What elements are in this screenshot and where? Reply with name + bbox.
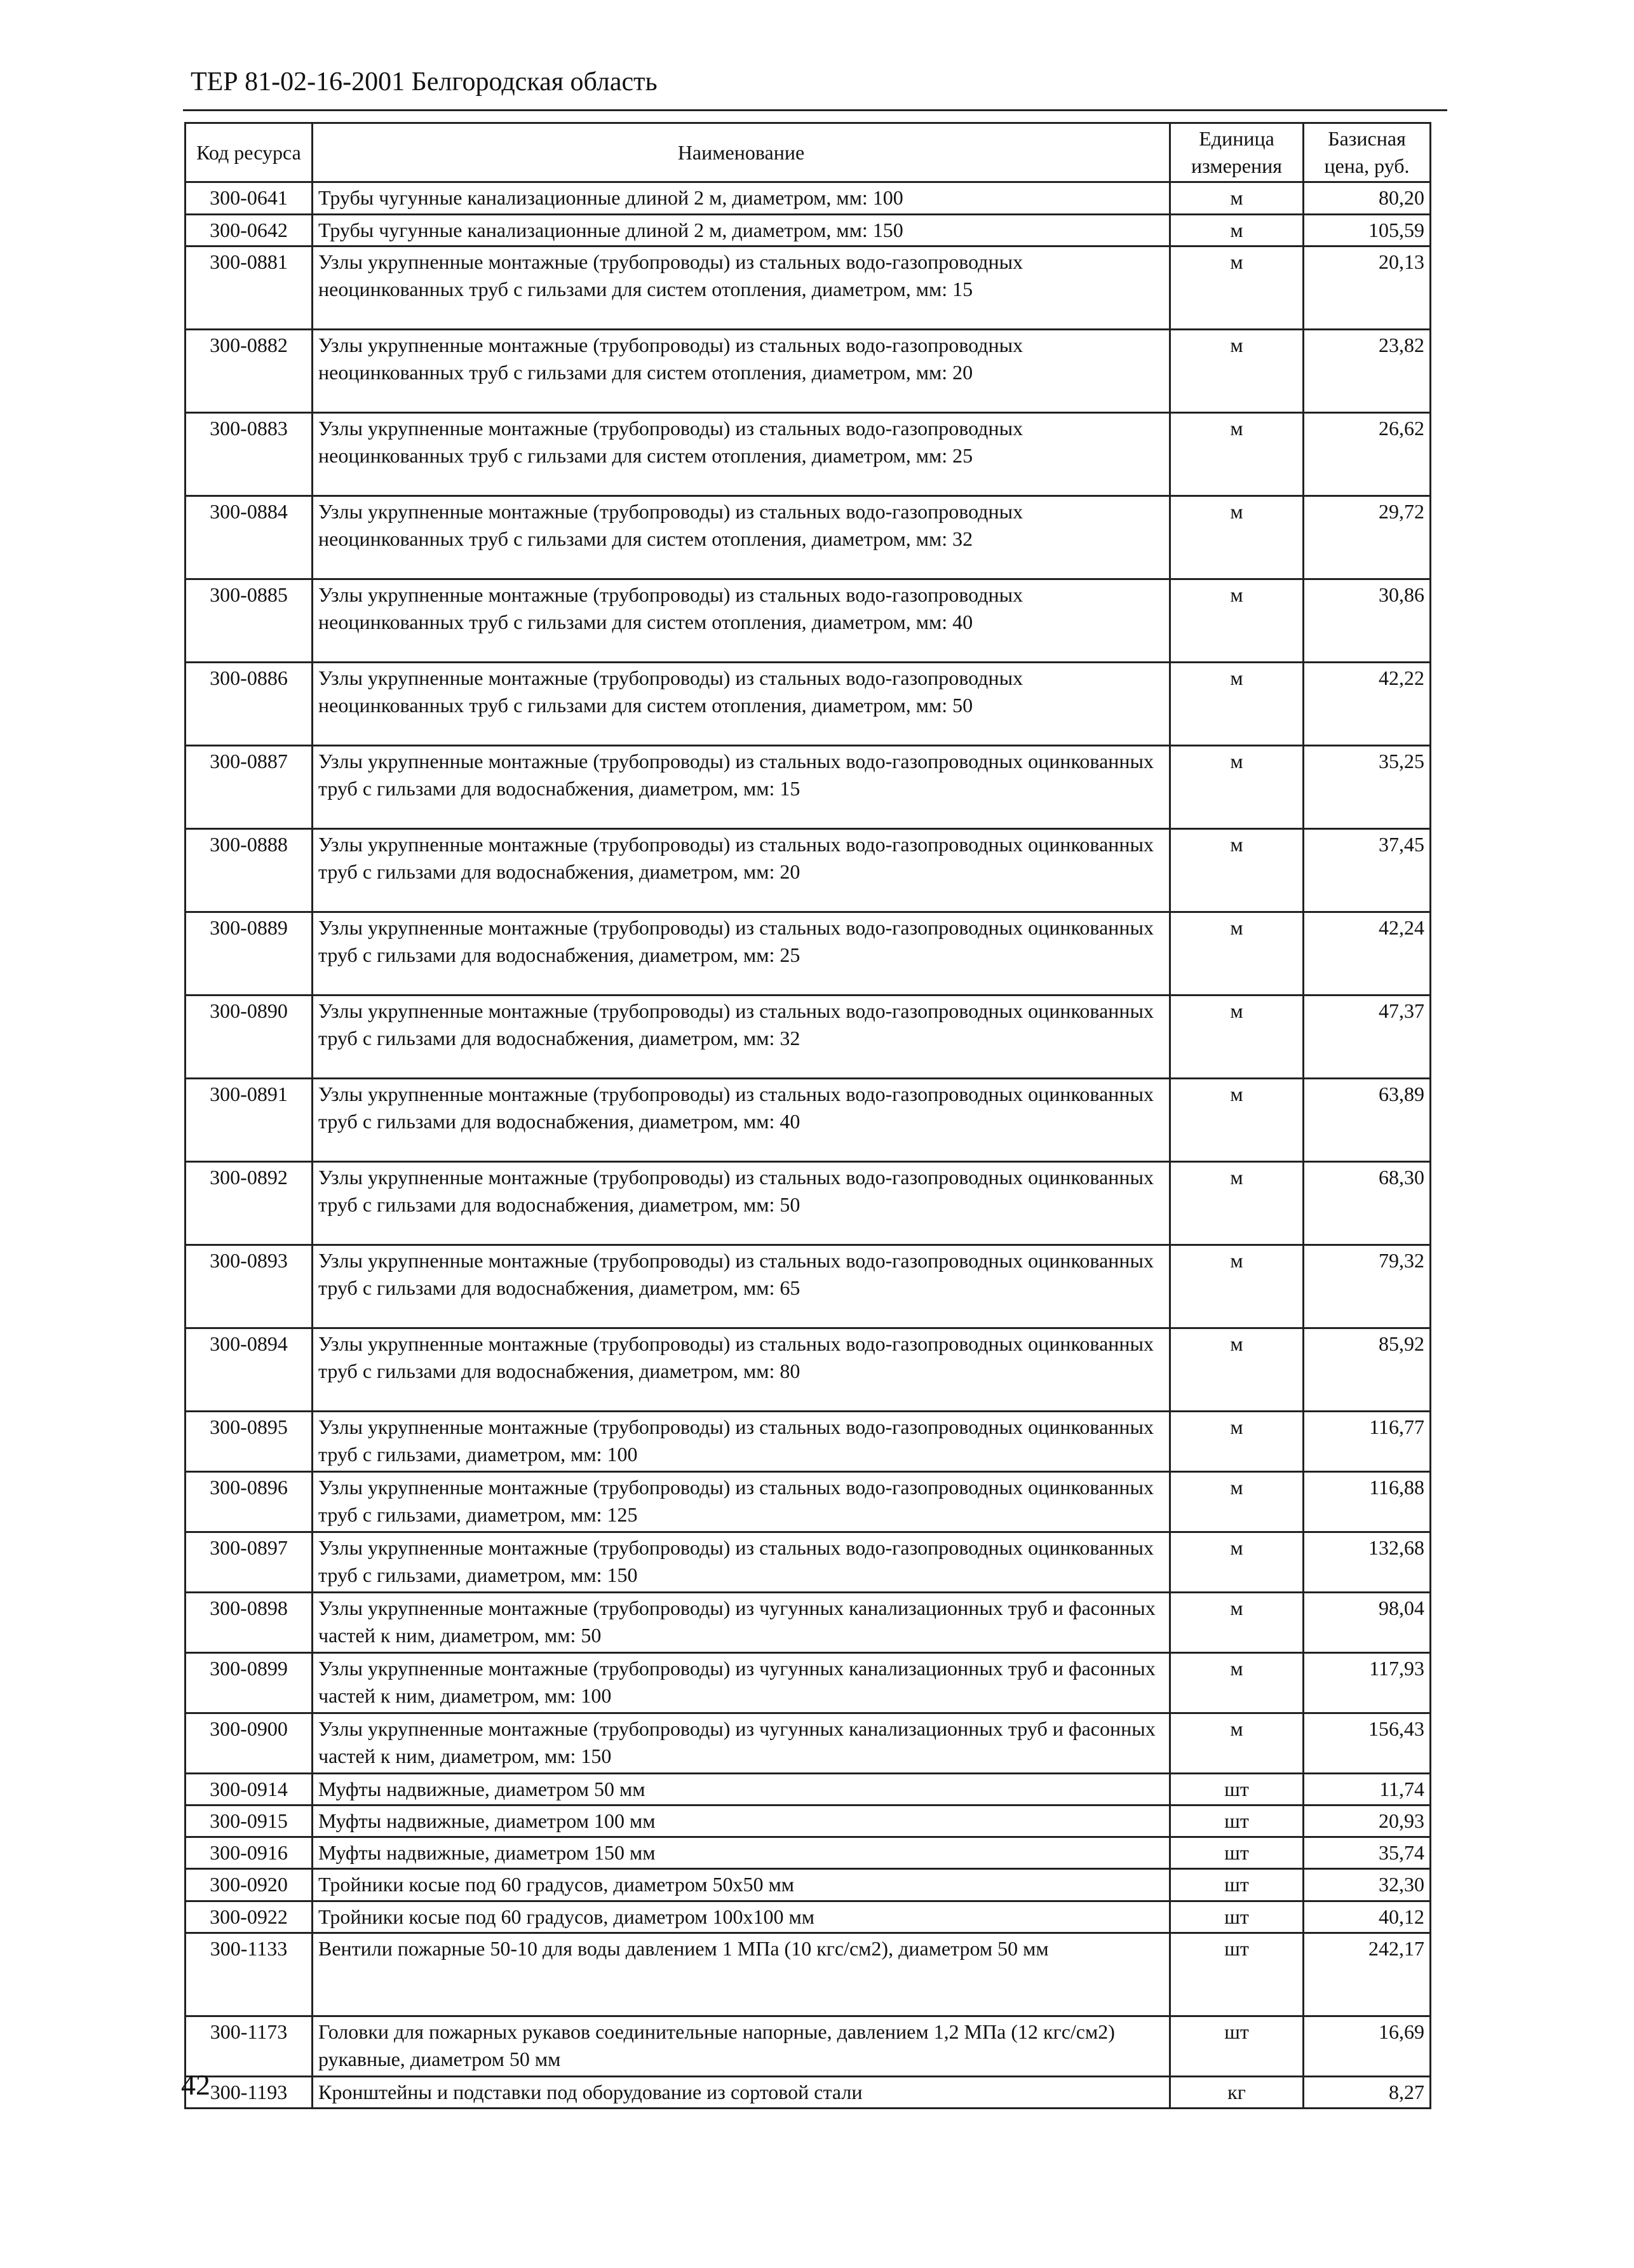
cell-name: Узлы укрупненные монтажные (трубопроводы) из стальных водо-газопроводных неоцинкованных труб с гильзами для систем отопления, диаметром, мм: 32 [313, 496, 1170, 579]
table-row [186, 1773, 1431, 1805]
table-row [186, 1933, 1431, 2016]
cell-code: 300-1193 [186, 2076, 313, 2108]
header-price: Базисная цена, руб. [1304, 123, 1431, 182]
cell-price: 16,69 [1304, 2016, 1431, 2076]
cell-unit: м [1170, 912, 1304, 995]
cell-unit: шт [1170, 1805, 1304, 1837]
cell-code: 300-0893 [186, 1245, 313, 1328]
cell-code: 300-0916 [186, 1837, 313, 1869]
cell-price: 8,27 [1304, 2076, 1431, 2108]
cell-name: Трубы чугунные канализационные длиной 2 м, диаметром, мм: 150 [313, 214, 1170, 246]
cell-price: 23,82 [1304, 329, 1431, 412]
cell-price: 40,12 [1304, 1901, 1431, 1933]
cell-code: 300-0915 [186, 1805, 313, 1837]
cell-name: Узлы укрупненные монтажные (трубопроводы) из стальных водо-газопроводных оцинкованных труб с гильзами для водоснабжения, диаметром, мм: 80 [313, 1328, 1170, 1411]
cell-code: 300-0887 [186, 745, 313, 828]
cell-price: 26,62 [1304, 412, 1431, 496]
cell-unit: м [1170, 496, 1304, 579]
cell-unit: м [1170, 1592, 1304, 1652]
table-row [186, 1078, 1431, 1161]
cell-name: Головки для пожарных рукавов соединительные напорные, давлением 1,2 МПа (12 кгс/см2) рукавные, диаметром 50 мм [313, 2016, 1170, 2076]
cell-name: Кронштейны и подставки под оборудование из сортовой стали [313, 2076, 1170, 2108]
table-row [186, 828, 1431, 912]
cell-name: Муфты надвижные, диаметром 50 мм [313, 1773, 1170, 1805]
cell-name: Узлы укрупненные монтажные (трубопроводы) из чугунных канализационных труб и фасонных частей к ним, диаметром, мм: 50 [313, 1592, 1170, 1652]
cell-unit: м [1170, 1161, 1304, 1245]
table-row [186, 1837, 1431, 1869]
table-row [186, 2076, 1431, 2108]
table-row [186, 496, 1431, 579]
table-row [186, 1652, 1431, 1713]
cell-price: 11,74 [1304, 1773, 1431, 1805]
cell-unit: м [1170, 1532, 1304, 1592]
cell-code: 300-1173 [186, 2016, 313, 2076]
cell-code: 300-0897 [186, 1532, 313, 1592]
cell-code: 300-1133 [186, 1933, 313, 2016]
cell-name: Тройники косые под 60 градусов, диаметром 100х100 мм [313, 1901, 1170, 1933]
cell-name: Узлы укрупненные монтажные (трубопроводы) из стальных водо-газопроводных оцинкованных труб с гильзами для водоснабжения, диаметром, мм: 65 [313, 1245, 1170, 1328]
table-row [186, 1532, 1431, 1592]
cell-code: 300-0890 [186, 995, 313, 1078]
cell-name: Трубы чугунные канализационные длиной 2 м, диаметром, мм: 100 [313, 182, 1170, 214]
cell-price: 116,77 [1304, 1411, 1431, 1471]
cell-name: Узлы укрупненные монтажные (трубопроводы) из стальных водо-газопроводных неоцинкованных труб с гильзами для систем отопления, диаметром, мм: 15 [313, 246, 1170, 329]
cell-name: Узлы укрупненные монтажные (трубопроводы) из стальных водо-газопроводных оцинкованных труб с гильзами для водоснабжения, диаметром, мм: 32 [313, 995, 1170, 1078]
resource-table [184, 122, 1431, 2109]
cell-code: 300-0884 [186, 496, 313, 579]
cell-price: 105,59 [1304, 214, 1431, 246]
cell-unit: м [1170, 1328, 1304, 1411]
cell-price: 42,22 [1304, 662, 1431, 745]
table-row [186, 1901, 1431, 1933]
cell-price: 20,13 [1304, 246, 1431, 329]
table-row [186, 1328, 1431, 1411]
cell-price: 80,20 [1304, 182, 1431, 214]
table-row [186, 1471, 1431, 1532]
cell-name: Узлы укрупненные монтажные (трубопроводы) из стальных водо-газопроводных неоцинкованных труб с гильзами для систем отопления, диаметром, мм: 40 [313, 579, 1170, 662]
cell-unit: м [1170, 1245, 1304, 1328]
cell-name: Муфты надвижные, диаметром 150 мм [313, 1837, 1170, 1869]
table-row [186, 329, 1431, 412]
cell-price: 156,43 [1304, 1713, 1431, 1773]
cell-unit: шт [1170, 1901, 1304, 1933]
cell-name: Узлы укрупненные монтажные (трубопроводы) из стальных водо-газопроводных оцинкованных труб с гильзами, диаметром, мм: 150 [313, 1532, 1170, 1592]
cell-code: 300-0882 [186, 329, 313, 412]
cell-code: 300-0641 [186, 182, 313, 214]
cell-unit: м [1170, 995, 1304, 1078]
table-row [186, 1592, 1431, 1652]
cell-name: Узлы укрупненные монтажные (трубопроводы) из стальных водо-газопроводных оцинкованных труб с гильзами для водоснабжения, диаметром, мм: 25 [313, 912, 1170, 995]
cell-name: Узлы укрупненные монтажные (трубопроводы) из стальных водо-газопроводных неоцинкованных труб с гильзами для систем отопления, диаметром, мм: 25 [313, 412, 1170, 496]
cell-code: 300-0892 [186, 1161, 313, 1245]
table-row [186, 2016, 1431, 2076]
cell-code: 300-0885 [186, 579, 313, 662]
table-row [186, 1713, 1431, 1773]
cell-code: 300-0896 [186, 1471, 313, 1532]
cell-price: 98,04 [1304, 1592, 1431, 1652]
cell-code: 300-0894 [186, 1328, 313, 1411]
cell-unit: м [1170, 214, 1304, 246]
table-row [186, 1805, 1431, 1837]
cell-price: 132,68 [1304, 1532, 1431, 1592]
cell-name: Узлы укрупненные монтажные (трубопроводы) из чугунных канализационных труб и фасонных частей к ним, диаметром, мм: 150 [313, 1713, 1170, 1773]
cell-code: 300-0898 [186, 1592, 313, 1652]
table-row [186, 182, 1431, 214]
cell-price: 35,74 [1304, 1837, 1431, 1869]
cell-code: 300-0914 [186, 1773, 313, 1805]
table-row [186, 912, 1431, 995]
table-row [186, 995, 1431, 1078]
cell-price: 63,89 [1304, 1078, 1431, 1161]
cell-code: 300-0883 [186, 412, 313, 496]
cell-price: 68,30 [1304, 1161, 1431, 1245]
cell-code: 300-0642 [186, 214, 313, 246]
cell-price: 242,17 [1304, 1933, 1431, 2016]
cell-unit: м [1170, 246, 1304, 329]
table-row [186, 1245, 1431, 1328]
cell-code: 300-0922 [186, 1901, 313, 1933]
cell-unit: шт [1170, 1933, 1304, 2016]
cell-unit: м [1170, 745, 1304, 828]
table-row [186, 662, 1431, 745]
cell-name: Вентили пожарные 50-10 для воды давлением 1 МПа (10 кгс/см2), диаметром 50 мм [313, 1933, 1170, 2016]
cell-price: 79,32 [1304, 1245, 1431, 1328]
cell-code: 300-0895 [186, 1411, 313, 1471]
table-row [186, 1869, 1431, 1901]
header-name: Наименование [313, 123, 1170, 182]
cell-price: 42,24 [1304, 912, 1431, 995]
cell-code: 300-0881 [186, 246, 313, 329]
cell-unit: м [1170, 1411, 1304, 1471]
table-row [186, 745, 1431, 828]
table-row [186, 214, 1431, 246]
page-header: ТЕР 81-02-16-2001 Белгородская область [191, 67, 658, 97]
cell-price: 29,72 [1304, 496, 1431, 579]
cell-name: Узлы укрупненные монтажные (трубопроводы) из стальных водо-газопроводных оцинкованных труб с гильзами, диаметром, мм: 125 [313, 1471, 1170, 1532]
header-unit: Единица измерения [1170, 123, 1304, 182]
cell-unit: м [1170, 1713, 1304, 1773]
cell-price: 37,45 [1304, 828, 1431, 912]
cell-code: 300-0889 [186, 912, 313, 995]
cell-unit: м [1170, 182, 1304, 214]
cell-name: Узлы укрупненные монтажные (трубопроводы) из чугунных канализационных труб и фасонных частей к ним, диаметром, мм: 100 [313, 1652, 1170, 1713]
table-row [186, 412, 1431, 496]
cell-code: 300-0899 [186, 1652, 313, 1713]
cell-unit: шт [1170, 1837, 1304, 1869]
cell-unit: м [1170, 1078, 1304, 1161]
cell-name: Узлы укрупненные монтажные (трубопроводы) из стальных водо-газопроводных оцинкованных труб с гильзами, диаметром, мм: 100 [313, 1411, 1170, 1471]
cell-name: Узлы укрупненные монтажные (трубопроводы) из стальных водо-газопроводных оцинкованных труб с гильзами для водоснабжения, диаметром, мм: 40 [313, 1078, 1170, 1161]
cell-unit: м [1170, 329, 1304, 412]
cell-name: Узлы укрупненные монтажные (трубопроводы) из стальных водо-газопроводных неоцинкованных труб с гильзами для систем отопления, диаметром, мм: 50 [313, 662, 1170, 745]
table-row [186, 1411, 1431, 1471]
cell-code: 300-0886 [186, 662, 313, 745]
cell-price: 85,92 [1304, 1328, 1431, 1411]
cell-price: 32,30 [1304, 1869, 1431, 1901]
cell-price: 47,37 [1304, 995, 1431, 1078]
cell-price: 20,93 [1304, 1805, 1431, 1837]
cell-name: Узлы укрупненные монтажные (трубопроводы) из стальных водо-газопроводных неоцинкованных труб с гильзами для систем отопления, диаметром, мм: 20 [313, 329, 1170, 412]
cell-price: 116,88 [1304, 1471, 1431, 1532]
cell-name: Узлы укрупненные монтажные (трубопроводы) из стальных водо-газопроводных оцинкованных труб с гильзами для водоснабжения, диаметром, мм: 15 [313, 745, 1170, 828]
cell-unit: м [1170, 662, 1304, 745]
cell-unit: кг [1170, 2076, 1304, 2108]
cell-unit: м [1170, 1652, 1304, 1713]
table-row [186, 579, 1431, 662]
cell-unit: шт [1170, 1773, 1304, 1805]
cell-code: 300-0888 [186, 828, 313, 912]
cell-name: Узлы укрупненные монтажные (трубопроводы) из стальных водо-газопроводных оцинкованных труб с гильзами для водоснабжения, диаметром, мм: 20 [313, 828, 1170, 912]
table-header-row [186, 123, 1431, 182]
cell-unit: м [1170, 1471, 1304, 1532]
cell-code: 300-0900 [186, 1713, 313, 1773]
cell-code: 300-0920 [186, 1869, 313, 1901]
cell-price: 35,25 [1304, 745, 1431, 828]
header-rule [183, 109, 1447, 111]
cell-unit: м [1170, 828, 1304, 912]
cell-unit: м [1170, 412, 1304, 496]
cell-name: Тройники косые под 60 градусов, диаметром 50х50 мм [313, 1869, 1170, 1901]
cell-price: 117,93 [1304, 1652, 1431, 1713]
cell-unit: шт [1170, 2016, 1304, 2076]
table-row [186, 1161, 1431, 1245]
page-number: 42 [181, 2069, 210, 2101]
cell-price: 30,86 [1304, 579, 1431, 662]
cell-code: 300-0891 [186, 1078, 313, 1161]
cell-name: Муфты надвижные, диаметром 100 мм [313, 1805, 1170, 1837]
cell-unit: м [1170, 579, 1304, 662]
table-row [186, 246, 1431, 329]
cell-unit: шт [1170, 1869, 1304, 1901]
header-code: Код ресурса [186, 123, 313, 182]
cell-name: Узлы укрупненные монтажные (трубопроводы) из стальных водо-газопроводных оцинкованных труб с гильзами для водоснабжения, диаметром, мм: 50 [313, 1161, 1170, 1245]
